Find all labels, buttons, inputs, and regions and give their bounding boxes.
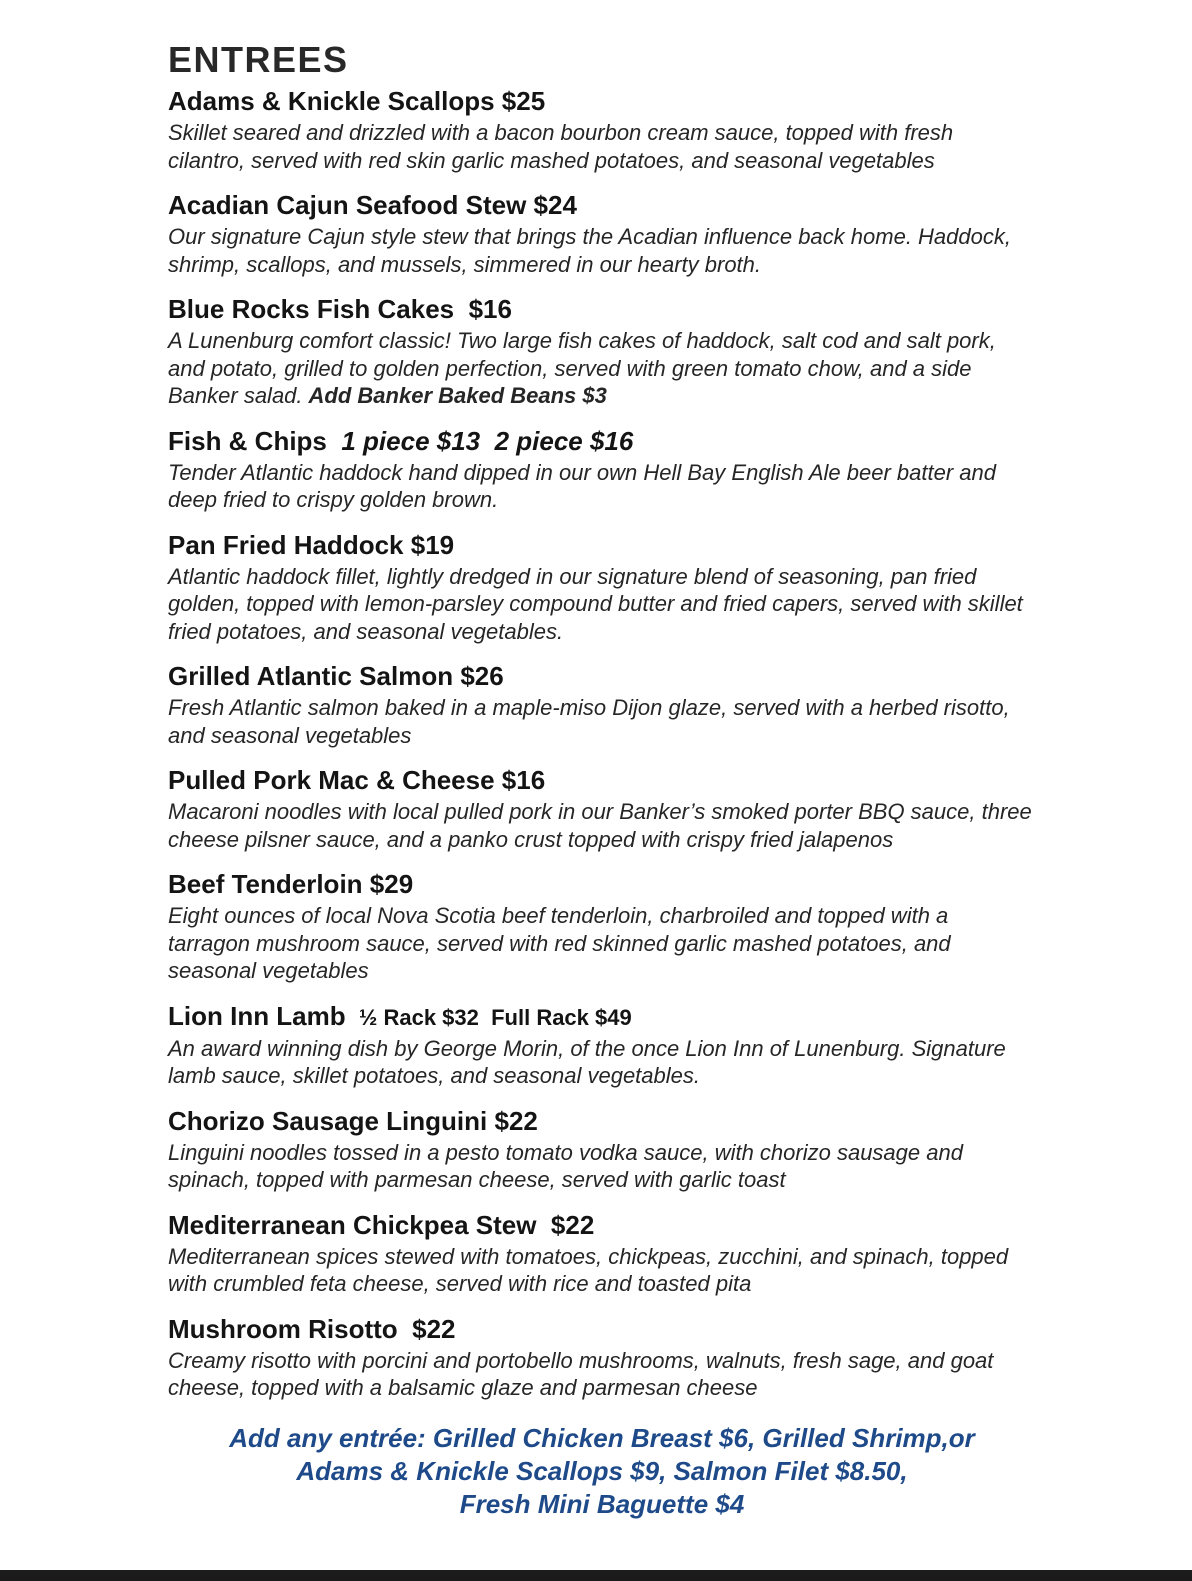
- item-title: [168, 1314, 1036, 1345]
- item-price: $22: [494, 1105, 538, 1136]
- item-title: [168, 1106, 1036, 1137]
- item-price: $16: [501, 765, 546, 795]
- menu-item-mushroom-risotto: [168, 1314, 1036, 1402]
- item-description: [168, 1035, 1036, 1090]
- item-name: Pulled Pork Mac & Cheese: [168, 765, 495, 795]
- item-price: $22: [404, 1313, 456, 1344]
- item-description: [168, 119, 1036, 174]
- item-description-text: An award winning dish by George Morin, of the once Lion Inn of Lunenburg. Signature lamb sauce, skillet potatoes, and seasonal vegetables.: [168, 1035, 1006, 1088]
- item-description: [168, 694, 1036, 749]
- item-name: Beef Tenderloin: [168, 869, 363, 899]
- menu-item-chorizo-sausage-linguini: [168, 1106, 1036, 1194]
- add-ons-note-line: Fresh Mini Baguette $4: [459, 1488, 745, 1519]
- item-price: $25: [501, 86, 546, 116]
- item-price: 1 piece $13 2 piece $16: [334, 425, 634, 456]
- menu-item-pulled-pork-mac-cheese: [168, 765, 1036, 853]
- item-description-text: Fresh Atlantic salmon baked in a maple-miso Dijon glaze, served with a herbed risotto, and seasonal vegetables: [168, 695, 1010, 748]
- menu-item-fish-and-chips: [168, 426, 1036, 514]
- item-title: [168, 661, 1036, 692]
- item-price: $24: [533, 190, 577, 220]
- section-title: ENTREES: [168, 39, 349, 80]
- item-description: [168, 798, 1036, 853]
- add-ons-note-line: Add any entrée: Grilled Chicken Breast $6, Grilled Shrimp,or: [229, 1422, 975, 1453]
- item-name: Blue Rocks Fish Cakes: [168, 294, 455, 324]
- item-name: Grilled Atlantic Salmon: [168, 661, 454, 691]
- menu-item-beef-tenderloin: [168, 869, 1036, 985]
- item-price: $16: [461, 294, 512, 324]
- item-title: [168, 869, 1036, 900]
- bottom-edge-bar: [0, 1570, 1192, 1581]
- item-name: Chorizo Sausage Linguini: [168, 1105, 488, 1136]
- menu-item-blue-rocks-fish-cakes: [168, 294, 1036, 410]
- item-name: Mushroom Risotto: [168, 1313, 398, 1344]
- item-price: $26: [460, 661, 504, 691]
- item-title: [168, 190, 1036, 221]
- item-description-text: Mediterranean spices stewed with tomatoes, chickpeas, zucchini, and spinach, topped with crumbled feta cheese, served with rice and toasted pita: [168, 1243, 1009, 1296]
- menu-item-lion-inn-lamb: [168, 1001, 1036, 1090]
- item-description-text: Atlantic haddock fillet, lightly dredged in our signature blend of seasoning, pan fried golden, topped with lemon-parsley compound butter and fried capers, served with skillet fried potatoes, and seasonal vegetables.: [168, 563, 1023, 644]
- item-description-text: Tender Atlantic haddock hand dipped in our own Hell Bay English Ale beer batter and deep fried to crispy golden brown.: [168, 459, 996, 512]
- item-description-text: A Lunenburg comfort classic! Two large fish cakes of haddock, salt cod and salt pork, and potato, grilled to golden perfection, served with green tomato chow, and a side Banker salad.: [168, 328, 996, 408]
- item-description: [168, 563, 1036, 646]
- item-description-text: Skillet seared and drizzled with a bacon bourbon cream sauce, topped with fresh cilantro, served with red skin garlic mashed potatoes, and seasonal vegetables: [168, 120, 954, 173]
- item-price: $22: [543, 1209, 595, 1240]
- item-name: Lion Inn Lamb: [168, 1000, 346, 1031]
- item-description-text: Eight ounces of local Nova Scotia beef tenderloin, charbroiled and topped with a tarragon mushroom sauce, served with red skinned garlic mashed potatoes, and seasonal vegetables: [168, 903, 951, 983]
- menu-item-pan-fried-haddock: [168, 530, 1036, 646]
- item-title: [168, 294, 1036, 325]
- menu-item-adams-knickle-scallops: [168, 86, 1036, 174]
- menu-item-mediterranean-chickpea-stew: [168, 1210, 1036, 1298]
- item-description: [168, 1139, 1036, 1194]
- item-description: [168, 327, 1036, 410]
- item-name: Adams & Knickle Scallops: [168, 86, 495, 116]
- item-description-text: Linguini noodles tossed in a pesto tomato vodka sauce, with chorizo sausage and spinach, topped with parmesan cheese, served with garlic toast: [168, 1139, 963, 1192]
- item-name: Mediterranean Chickpea Stew: [168, 1209, 537, 1240]
- add-ons-note: [168, 1422, 1036, 1521]
- item-title: [168, 765, 1036, 796]
- item-description-text: Our signature Cajun style stew that brings the Acadian influence back home. Haddock, shrimp, scallops, and mussels, simmered in our hearty broth.: [168, 224, 1011, 277]
- item-description-text: Macaroni noodles with local pulled pork in our Banker’s smoked porter BBQ sauce, three cheese pilsner sauce, and a panko crust topped with crispy fried jalapenos: [168, 799, 1032, 852]
- item-description: [168, 902, 1036, 985]
- item-price: $29: [369, 869, 414, 899]
- item-description: [168, 459, 1036, 514]
- item-price: ½ Rack $32 Full Rack $49: [352, 1004, 632, 1030]
- menu-item-grilled-atlantic-salmon: [168, 661, 1036, 749]
- item-addon: Add Banker Baked Beans $3: [308, 383, 607, 408]
- item-name: Fish & Chips: [168, 425, 327, 456]
- item-title: [168, 426, 1036, 457]
- item-price: $19: [410, 529, 455, 560]
- item-description: [168, 223, 1036, 278]
- menu-item-acadian-cajun-seafood-stew: [168, 190, 1036, 278]
- item-name: Pan Fried Haddock: [168, 529, 404, 560]
- item-name: Acadian Cajun Seafood Stew: [168, 190, 527, 220]
- item-title: [168, 86, 1036, 117]
- add-ons-note-line: Adams & Knickle Scallops $9, Salmon Filet $8.50,: [296, 1455, 908, 1486]
- item-title: [168, 530, 1036, 561]
- item-description-text: Creamy risotto with porcini and portobello mushrooms, walnuts, fresh sage, and goat cheese, topped with a balsamic glaze and parmesan cheese: [168, 1347, 994, 1400]
- item-description: [168, 1347, 1036, 1402]
- item-title: [168, 1001, 1036, 1033]
- item-title: [168, 1210, 1036, 1241]
- item-description: [168, 1243, 1036, 1298]
